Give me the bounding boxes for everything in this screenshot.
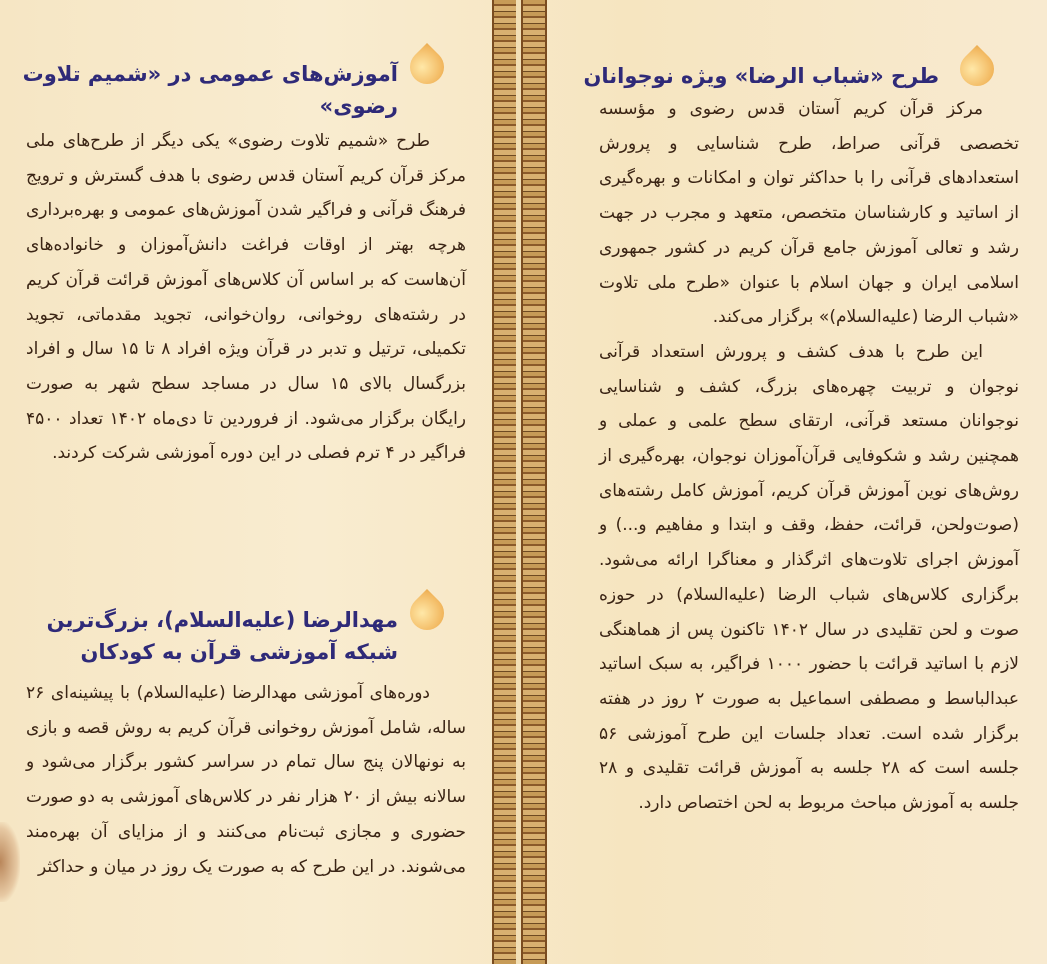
left-column [0,0,488,964]
ornamental-border [492,0,518,964]
decorative-corner [0,822,20,902]
section-title: مهدالرضا (علیه‌السلام)، بزرگ‌ترین شبکه آموزشی قرآن به کودکان [46,608,398,664]
section-title: آموزش‌های عمومی در «شمیم تلاوت رضوی» [22,62,398,118]
paragraph: دوره‌های آموزشی مهدالرضا (علیه‌السلام) با پیشینه‌ای ۲۶ ساله، شامل آموزش روخوانی قرآن کریم به روش قصه و بازی به نونهالان پنج سال تمام در سراسر کشور برگزار می‌شود و سالانه بیش از ۲۰ هزار نفر در کلاس‌های آموزشی به دو صورت حضوری و مجازی ثبت‌نام می‌کنند و از مزایای آن بهره‌مند می‌شوند. در این طرح که به صورت یک روز در میان و حداکثر [26,683,466,877]
paragraph: مرکز قرآن کریم آستان قدس رضوی و مؤسسه تخصصی قرآنی صراط، طرح شناسایی و پرورش استعدادهای قرآنی را با حداکثر توان و امکانات و بهره‌گیری از اساتید و کارشناسان متخصص، متعهد و مجرب در جهت رشد و تعالی آموزش جامع قرآن کریم در کشور جمهوری اسلامی ایران و جهان اسلام با عنوان «طرح ملی تلاوت «شباب الرضا (علیه‌السلام)» برگزار می‌کند. [599,99,1019,328]
paragraph: طرح «شمیم تلاوت رضوی» یکی دیگر از طرح‌های ملی مرکز قرآن کریم آستان قدس رضوی با هدف گسترش و ترویج فرهنگ قرآنی و فراگیر شدن آموزش‌های عمومی و بهره‌برداری هرچه بهتر از اوقات فراغت دانش‌آموزان و خانواده‌های آن‌هاست که بر اساس آن کلاس‌های آموزش قرائت قرآن کریم در رشته‌های روخوانی، روان‌خوانی، تجوید مقدماتی، تجوید تکمیلی، ترتیل و تدبر در قرآن ویژه افراد ۸ تا ۱۵ سال و افراد بزرگسال بالای ۱۵ سال در مساجد سطح شهر به صورت رایگان برگزار می‌شود. از فروردین تا دی‌ماه ۱۴۰۲ تعداد ۴۵۰۰ فراگیر در ۴ ترم فصلی در این دوره آموزشی شرکت کردند. [26,131,466,464]
section-body [26,124,466,471]
section-body [26,676,466,884]
leaf-bullet-icon [403,589,451,637]
paragraph: این طرح با هدف کشف و پرورش استعداد قرآنی نوجوان و تربیت چهره‌های بزرگ، کشف و شناسایی نوجوانان مستعد قرآنی، ارتقای سطح علمی و عملی و همچنین رشد و شکوفایی قرآن‌آموزان نوجوان، بهره‌گیری از روش‌های نوین آموزش قرآن کریم، آموزش کامل رشته‌های (صوت‌ولحن، قرائت، حفظ، وقف و ابتدا و مفاهیم و...) و آموزش اجرای تلاوت‌های اثرگذار و معناگرا ارائه می‌شود. برگزاری کلاس‌های شباب الرضا (علیه‌السلام) در حوزه صوت و لحن تقلیدی در سال ۱۴۰۲ تاکنون پس از هماهنگی لازم با اساتید قرائت با حضور ۱۰۰۰ فراگیر، به سبک اساتید عبدالباسط و مصطفی اسماعیل به صورت ۲ روز در هفته برگزار شده است. تعداد جلسات این طرح آموزشی ۵۶ جلسه است که ۲۸ جلسه به آموزش قرائت تقلیدی و ۲۸ جلسه به آموزش مباحث مربوط به لحن اختصاص دارد. [599,341,1020,814]
leaf-bullet-icon [403,43,451,91]
ornamental-border [521,0,547,964]
section-title: طرح «شباب الرضا» ویژه نوجوانان [583,64,939,88]
leaf-bullet-icon [953,45,1001,93]
right-column [548,0,1047,964]
section-body [599,92,1019,821]
